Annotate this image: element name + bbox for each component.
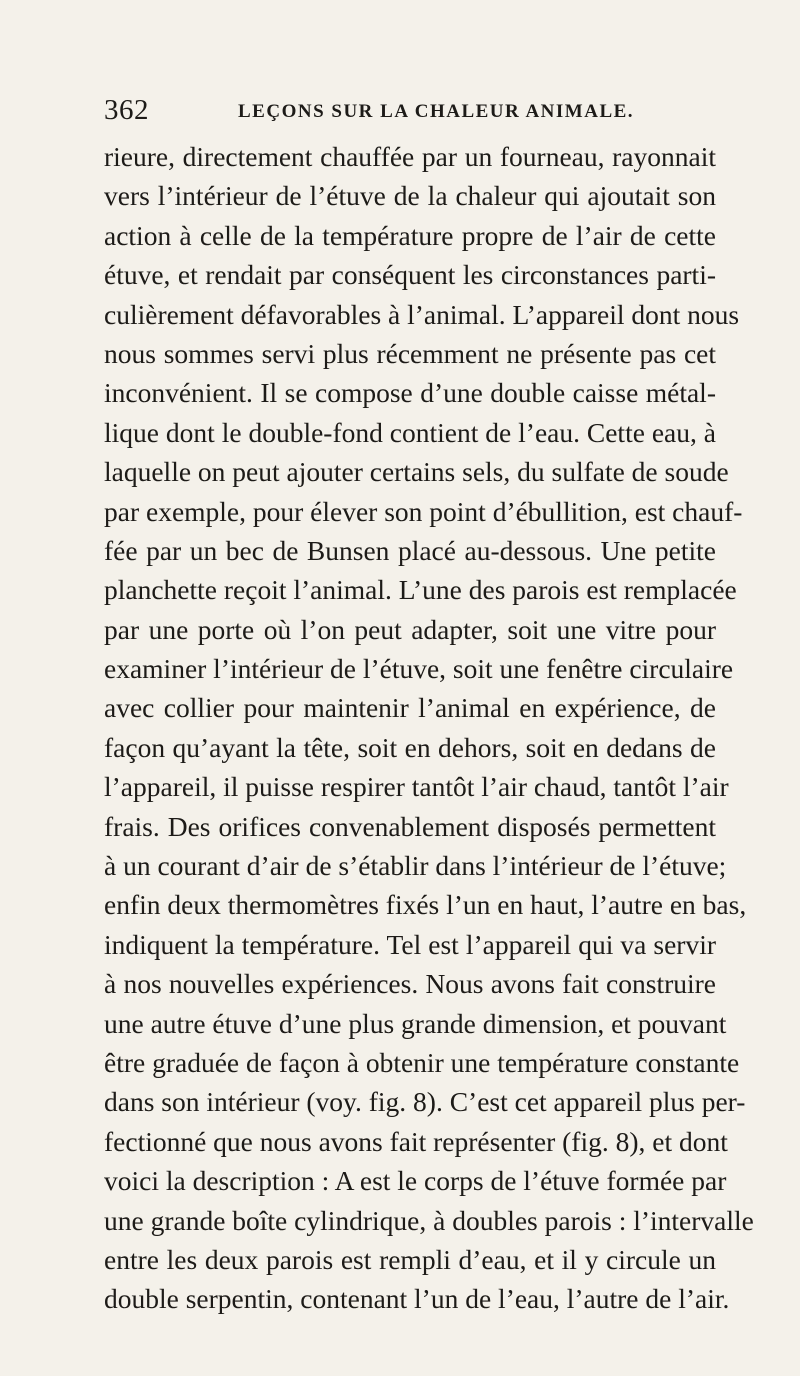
text-line: par exemple, pour élever son point d’ébullition, est chauf- [104, 495, 743, 527]
text-line: entre les deux parois est rempli d’eau, et il y circule un [104, 1243, 716, 1275]
text-line: par une porte où l’on peut adapter, soit une vitre pour [104, 613, 716, 645]
text-line: à un courant d’air de s’établir dans l’intérieur de l’étuve; [104, 850, 727, 882]
text-line: une grande boîte cylindrique, à doubles parois : l’intervalle [104, 1204, 754, 1236]
page-number: 362 [104, 94, 149, 126]
page-header [104, 94, 704, 134]
text-line: indiquent la température. Tel est l’appareil qui va servir [104, 928, 716, 960]
text-line: lique dont le double-fond contient de l’eau. Cette eau, à [104, 416, 716, 448]
text-line: une autre étuve d’une plus grande dimension, et pouvant [104, 1007, 727, 1039]
text-line: à nos nouvelles expériences. Nous avons fait construire [104, 968, 716, 1000]
text-line: rieure, directement chauffée par un fourneau, rayonnait [104, 141, 716, 172]
text-line: avec collier pour maintenir l’animal en expérience, de [104, 692, 716, 724]
text-line: être graduée de façon à obtenir une température constante [104, 1046, 740, 1078]
text-line: enfin deux thermomètres fixés l’un en haut, l’autre en bas, [104, 889, 747, 921]
text-line: culièrement défavorables à l’animal. L’appareil dont nous [104, 298, 740, 330]
body-text [104, 137, 754, 1319]
text-line: planchette reçoit l’animal. L’une des parois est remplacée [104, 574, 737, 606]
text-line: l’appareil, il puisse respirer tantôt l’air chaud, tantôt l’air [104, 771, 729, 803]
text-line: dans son intérieur (voy. fig. 8). C’est cet appareil plus per- [104, 1086, 746, 1118]
text-line: frais. Des orifices convenablement disposés permettent [104, 810, 716, 842]
text-line: vers l’intérieur de l’étuve de la chaleur qui ajoutait son [104, 180, 716, 212]
text-line: laquelle on peut ajouter certains sels, du sulfate de soude [104, 456, 729, 488]
text-line: fectionné que nous avons fait représenter (fig. 8), et dont [104, 1125, 728, 1157]
text-line: action à celle de la température propre de l’air de cette [104, 219, 716, 251]
text-line: double serpentin, contenant l’un de l’eau, l’autre de l’air. [104, 1283, 730, 1315]
text-line: façon qu’ayant la tête, soit en dehors, soit en dedans de [104, 731, 716, 763]
text-line: examiner l’intérieur de l’étuve, soit une fenêtre circulaire [104, 653, 734, 685]
text-line: étuve, et rendait par conséquent les circonstances parti- [104, 259, 716, 291]
text-line: fée par un bec de Bunsen placé au-dessous. Une petite [104, 534, 716, 566]
running-title: LEÇONS SUR LA CHALEUR ANIMALE. [238, 101, 635, 122]
text-line: voici la description : A est le corps de l’étuve formée par [104, 1165, 727, 1197]
text-line: inconvénient. Il se compose d’une double caisse métal- [104, 377, 716, 409]
text-line: nous sommes servi plus récemment ne présente pas cet [104, 337, 716, 369]
